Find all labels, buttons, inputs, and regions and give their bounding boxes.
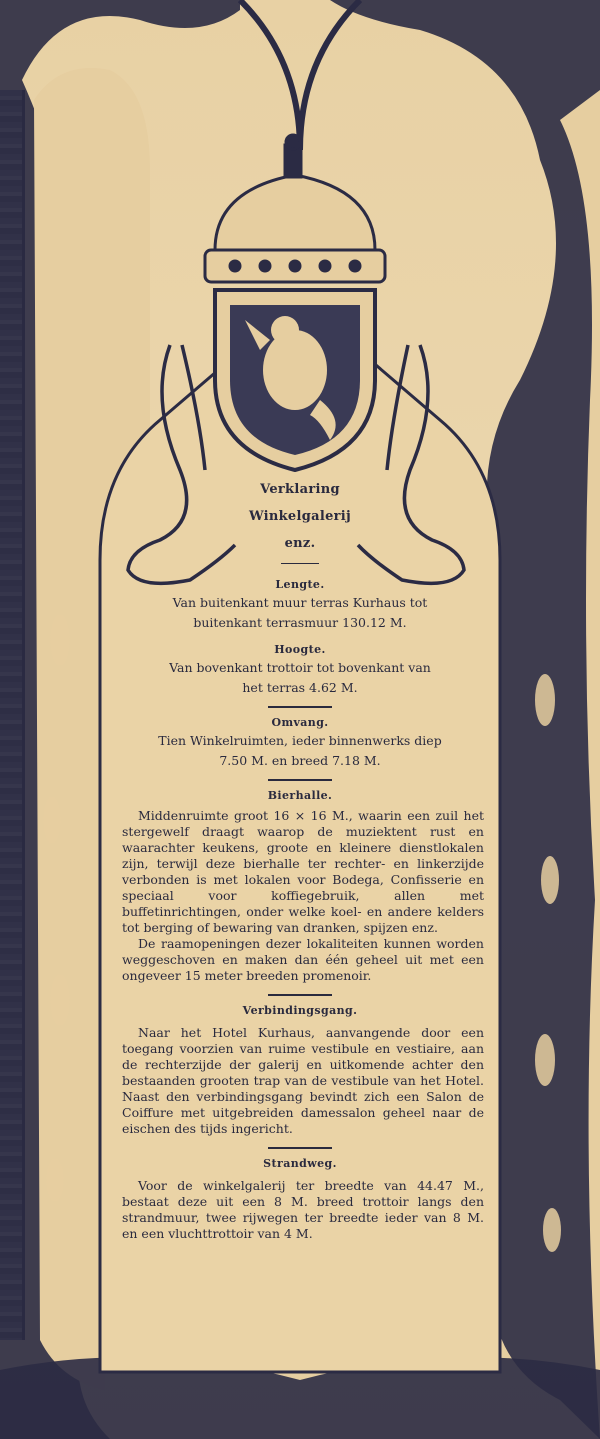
crown-icon [205, 135, 385, 282]
lengte-line-2: buitenkant terrasmuur 130.12 M. [193, 615, 407, 630]
omvang-line-2: 7.50 M. en breed 7.18 M. [219, 753, 381, 768]
hoogte-line-2: het terras 4.62 M. [242, 680, 358, 695]
caption-line-3: enz. [284, 536, 316, 551]
heading-strandweg: Strandweg. [263, 1157, 337, 1170]
bierhalle-paragraph: Middenruimte groot 16 × 16 M., waarin een zuil het stergewelf draagt waarop de muziektent rust en waarachter keukens, groote en kleinere dienstlokalen zijn, terwijl deze bierhalle ter rechter- en linkerzijde verbonden is met lokalen voor Bodega, Confisserie en speciaal voor koffiegebruik, allen met buffetinrichtingen, onder welke koel- en andere kelders tot berging of bewaring van dranken, spijzen enz. [122, 808, 484, 935]
caption-line-2: Winkelgalerij [248, 509, 352, 524]
section-divider [268, 706, 332, 708]
omvang-line-1: Tien Winkelruimten, ieder binnenwerks diep [158, 733, 442, 748]
heading-omvang: Omvang. [271, 716, 329, 729]
heading-hoogte: Hoogte. [274, 643, 326, 656]
text-column [108, 476, 492, 1242]
section-divider [268, 994, 332, 996]
heading-bierhalle: Bierhalle. [267, 789, 333, 802]
heading-verbindingsgang: Verbindingsgang. [242, 1004, 358, 1017]
heading-lengte: Lengte. [275, 578, 325, 591]
section-divider [268, 1147, 332, 1149]
caption-line-1: Verklaring [260, 482, 340, 497]
coat-of-arms-icon [215, 290, 375, 470]
verbindingsgang-paragraph: Naar het Hotel Kurhaus, aanvangende door een toegang voorzien van ruime vestibule en vestiaire, aan de rechterzijde der galerij en uitkomende achter den bestaanden grooten trap van de vestibule van het Hotel. Naast den verbindingsgang bevindt zich een Salon de Coiffure met uitgebreiden damessalon geheel naar de eischen des tijds ingericht. [122, 1025, 484, 1136]
caption-divider [281, 563, 319, 564]
bierhalle-paragraph-2: De raamopeningen dezer lokaliteiten kunnen worden weggeschoven en maken dan één geheel uit met een ongeveer 15 meter breeden promenoir. [122, 936, 484, 983]
hoogte-line-1: Van bovenkant trottoir tot bovenkant van [169, 660, 431, 675]
strandweg-paragraph: Voor de winkelgalerij ter breedte van 44.47 M., bestaat deze uit een 8 M. breed trottoir langs den strandmuur, twee rijwegen ter breedte ieder van 8 M. en een vluchttrottoir van 4 M. [122, 1178, 484, 1241]
lengte-line-1: Van buitenkant muur terras Kurhaus tot [172, 595, 428, 610]
section-divider [268, 779, 332, 781]
